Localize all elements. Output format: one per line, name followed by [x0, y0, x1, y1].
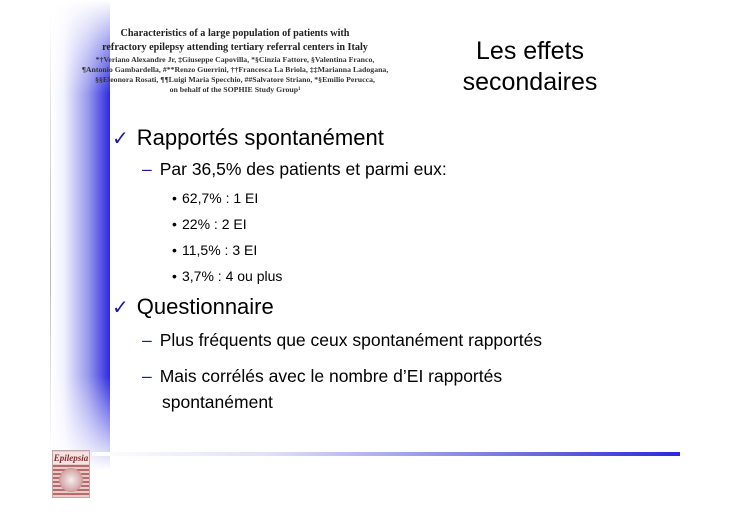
slide-title-line-1: Les effets: [476, 37, 584, 65]
list-item: [172, 189, 258, 207]
footer-gradient-line: [92, 452, 680, 456]
list-item-text: 11,5% : 3 EI: [182, 242, 258, 258]
dash-icon: –: [142, 330, 152, 350]
sub-bullet-correlated-text: Mais corrélés avec le nombre d’EI rapportés: [159, 366, 503, 386]
bullet-dot-icon: •: [172, 190, 177, 206]
checkmark-icon: ✓: [112, 128, 129, 150]
article-header: [60, 27, 410, 95]
list-item: [172, 215, 247, 233]
sub-bullet-frequent-text: Plus fréquents que ceux spontanément rapportés: [159, 330, 543, 350]
list-item-text: 62,7% : 1 EI: [182, 190, 259, 206]
sub-bullet-correlated: [142, 364, 502, 388]
bullet-questionnaire-text: Questionnaire: [136, 294, 274, 319]
logo-wordmark: Epilepsia: [53, 453, 89, 463]
checkmark-icon: ✓: [112, 297, 129, 319]
article-authors-line: §§Eleonora Rosati, ¶¶Luigi Maria Specchio, ##Salvatore Striano, *§Emilio Perucca,: [95, 75, 375, 84]
logo-seal-icon: [59, 468, 83, 492]
slide-title: [440, 36, 620, 98]
article-authors-line: ¶Antonio Gambardella, #**Renzo Guerrini, ††Francesca La Briola, ‡‡Marianna Ladogana,: [81, 65, 389, 74]
sub-bullet-percentage-text: Par 36,5% des patients et parmi eux:: [159, 159, 447, 179]
left-vertical-rule: [50, 14, 51, 454]
sub-bullet-percentage: [142, 157, 447, 181]
epilepsia-journal-logo: [52, 450, 90, 498]
bullet-dot-icon: •: [172, 242, 177, 258]
article-title-line: refractory epilepsy attending tertiary referral centers in Italy: [102, 42, 368, 53]
article-authors-line: *†Veriano Alexandre Jr, ‡Giuseppe Capovilla, *§Cinzia Fattore, §Valentina Franco,: [95, 55, 375, 64]
sub-bullet-frequent: [142, 328, 542, 352]
dash-icon: –: [142, 159, 152, 179]
list-item: [172, 241, 257, 259]
list-item-text: 22% : 2 EI: [182, 216, 247, 232]
bullet-spontaneous-text: Rapportés spontanément: [136, 125, 384, 150]
bullet-questionnaire: [112, 294, 274, 321]
article-title-line: Characteristics of a large population of patients with: [120, 28, 350, 39]
dash-icon: –: [142, 366, 152, 386]
article-authors-line: on behalf of the SOPHIE Study Group¹: [169, 85, 301, 94]
list-item-text: 3,7% : 4 ou plus: [182, 268, 283, 284]
slide-title-line-2: secondaires: [462, 68, 598, 96]
bullet-spontaneous: [112, 125, 384, 152]
list-item: [172, 267, 282, 285]
bullet-dot-icon: •: [172, 216, 177, 232]
bullet-dot-icon: •: [172, 268, 177, 284]
sub-bullet-correlated-continuation: spontanément: [162, 392, 273, 412]
